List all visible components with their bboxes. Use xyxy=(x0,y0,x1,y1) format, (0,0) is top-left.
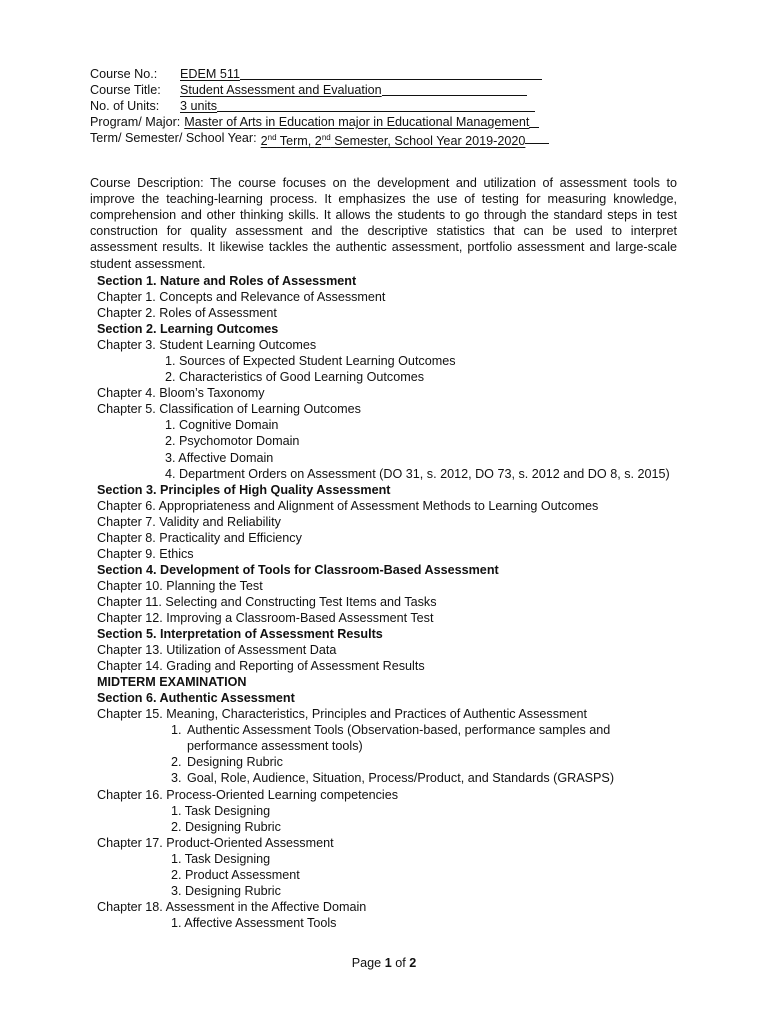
course-title-value: Student Assessment and Evaluation xyxy=(180,83,382,97)
term-label: Term/ Semester/ School Year: xyxy=(90,131,257,145)
course-header xyxy=(90,66,549,149)
semester-suffix: nd xyxy=(321,133,331,142)
program-underline xyxy=(529,114,539,128)
units-label: No. of Units: xyxy=(90,99,160,113)
chapter-6: Chapter 6. Appropriateness and Alignment of Assessment Methods to Learning Outcomes xyxy=(97,498,599,513)
chapter-17-item-1: 1. Task Designing xyxy=(171,851,271,866)
units-value: 3 units xyxy=(180,99,218,113)
page-current: 1 xyxy=(384,956,392,970)
page-of: of xyxy=(391,956,410,970)
section-5-heading: Section 5. Interpretation of Assessment Results xyxy=(97,627,383,642)
chapter-14: Chapter 14. Grading and Reporting of Assessment Results xyxy=(97,659,425,674)
chapter-5-item-2: 2. Psychomotor Domain xyxy=(165,434,300,449)
chapter-12: Chapter 12. Improving a Classroom-Based Assessment Test xyxy=(97,610,434,625)
chapter-17-item-2: 2. Product Assessment xyxy=(171,867,300,882)
program-row xyxy=(90,114,549,130)
chapter-17-item-3: 3. Designing Rubric xyxy=(171,883,281,898)
course-outline xyxy=(97,273,670,931)
semester-number: 2 xyxy=(314,134,322,149)
chapter-15: Chapter 15. Meaning, Characteristics, Principles and Practices of Authentic Assessment xyxy=(97,707,587,722)
program-label: Program/ Major: xyxy=(90,115,181,129)
units-row xyxy=(90,98,549,114)
course-no-underline xyxy=(240,66,542,80)
chapter-16-item-1: 1. Task Designing xyxy=(171,803,271,818)
chapter-8: Chapter 8. Practicality and Efficiency xyxy=(97,530,302,545)
chapter-5: Chapter 5. Classification of Learning Outcomes xyxy=(97,402,361,417)
chapter-10: Chapter 10. Planning the Test xyxy=(97,578,263,593)
program-value: Master of Arts in Education major in Educational Management xyxy=(184,115,530,129)
page-total: 2 xyxy=(409,956,417,970)
chapter-15-item-3-number: 3. xyxy=(171,771,182,786)
chapter-15-item-1-text: Authentic Assessment Tools (Observation-based, performance samples and xyxy=(187,723,611,738)
chapter-3-item-1: 1. Sources of Expected Student Learning Outcomes xyxy=(165,354,456,369)
chapter-15-item-2-number: 2. xyxy=(171,755,182,770)
course-description: Course Description: The course focuses on the development and utilization of assessment tools to improve the teaching-learning process. It emphasizes the use of testing for measuring knowledge, comprehension and other thinking skills. It allows the students to go through the standard steps in test construction for quality assessment and the descriptive statistics that can be used to interpret assessment results. It likewise tackles the authentic assessment, portfolio assessment and large-scale student assessment. xyxy=(90,175,677,271)
chapter-7: Chapter 7. Validity and Reliability xyxy=(97,514,281,529)
term-number: 2 xyxy=(260,134,268,149)
chapter-3: Chapter 3. Student Learning Outcomes xyxy=(97,338,317,353)
chapter-13: Chapter 13. Utilization of Assessment Data xyxy=(97,643,337,658)
section-4-heading: Section 4. Development of Tools for Classroom-Based Assessment xyxy=(97,562,499,577)
chapter-18: Chapter 18. Assessment in the Affective Domain xyxy=(97,899,367,914)
course-title-row xyxy=(90,82,549,98)
page-label: Page xyxy=(351,956,385,970)
chapter-9: Chapter 9. Ethics xyxy=(97,546,194,561)
chapter-15-item-3-text: Goal, Role, Audience, Situation, Process/Product, and Standards (GRASPS) xyxy=(187,771,615,786)
chapter-5-item-1: 1. Cognitive Domain xyxy=(165,418,279,433)
term-word: Term, xyxy=(276,134,315,149)
units-underline xyxy=(217,98,535,112)
chapter-2: Chapter 2. Roles of Assessment xyxy=(97,306,277,321)
chapter-15-item-1-text-continued: performance assessment tools) xyxy=(187,739,363,754)
chapter-1: Chapter 1. Concepts and Relevance of Assessment xyxy=(97,290,386,305)
chapter-4: Chapter 4. Bloom’s Taxonomy xyxy=(97,386,265,401)
chapter-18-item-1: 1. Affective Assessment Tools xyxy=(171,915,337,930)
course-no-row xyxy=(90,66,549,82)
chapter-5-item-4: 4. Department Orders on Assessment (DO 31, s. 2012, DO 73, s. 2012 and DO 8, s. 2015) xyxy=(165,466,670,481)
section-1-heading: Section 1. Nature and Roles of Assessment xyxy=(97,274,357,288)
term-underline xyxy=(525,130,549,144)
term-suffix: nd xyxy=(267,133,277,142)
chapter-15-item-3 xyxy=(97,770,670,786)
midterm-examination: MIDTERM EXAMINATION xyxy=(97,675,247,690)
course-no-value: EDEM 511 xyxy=(180,67,240,81)
chapter-16-item-2: 2. Designing Rubric xyxy=(171,819,281,834)
chapter-15-item-2-text: Designing Rubric xyxy=(187,755,283,770)
course-no-label: Course No.: xyxy=(90,67,158,81)
course-title-label: Course Title: xyxy=(90,83,161,97)
chapter-5-item-3: 3. Affective Domain xyxy=(165,450,274,465)
page-footer xyxy=(0,956,768,970)
semester-school-year: Semester, School Year 2019-2020 xyxy=(330,134,526,149)
chapter-16: Chapter 16. Process-Oriented Learning competencies xyxy=(97,787,399,802)
chapter-11: Chapter 11. Selecting and Constructing Test Items and Tasks xyxy=(97,594,437,609)
chapter-15-item-2 xyxy=(97,754,670,770)
course-title-underline xyxy=(382,82,527,96)
section-6-heading: Section 6. Authentic Assessment xyxy=(97,691,295,706)
chapter-17: Chapter 17. Product-Oriented Assessment xyxy=(97,835,334,850)
section-3-heading: Section 3. Principles of High Quality Assessment xyxy=(97,482,391,497)
section-2-heading: Section 2. Learning Outcomes xyxy=(97,322,279,337)
term-row xyxy=(90,130,549,149)
chapter-3-item-2: 2. Characteristics of Good Learning Outcomes xyxy=(165,370,424,385)
term-value xyxy=(260,130,526,149)
chapter-15-item-1-continued xyxy=(97,738,670,754)
chapter-15-item-1-number: 1. xyxy=(171,723,182,738)
chapter-15-item-1 xyxy=(97,722,670,738)
